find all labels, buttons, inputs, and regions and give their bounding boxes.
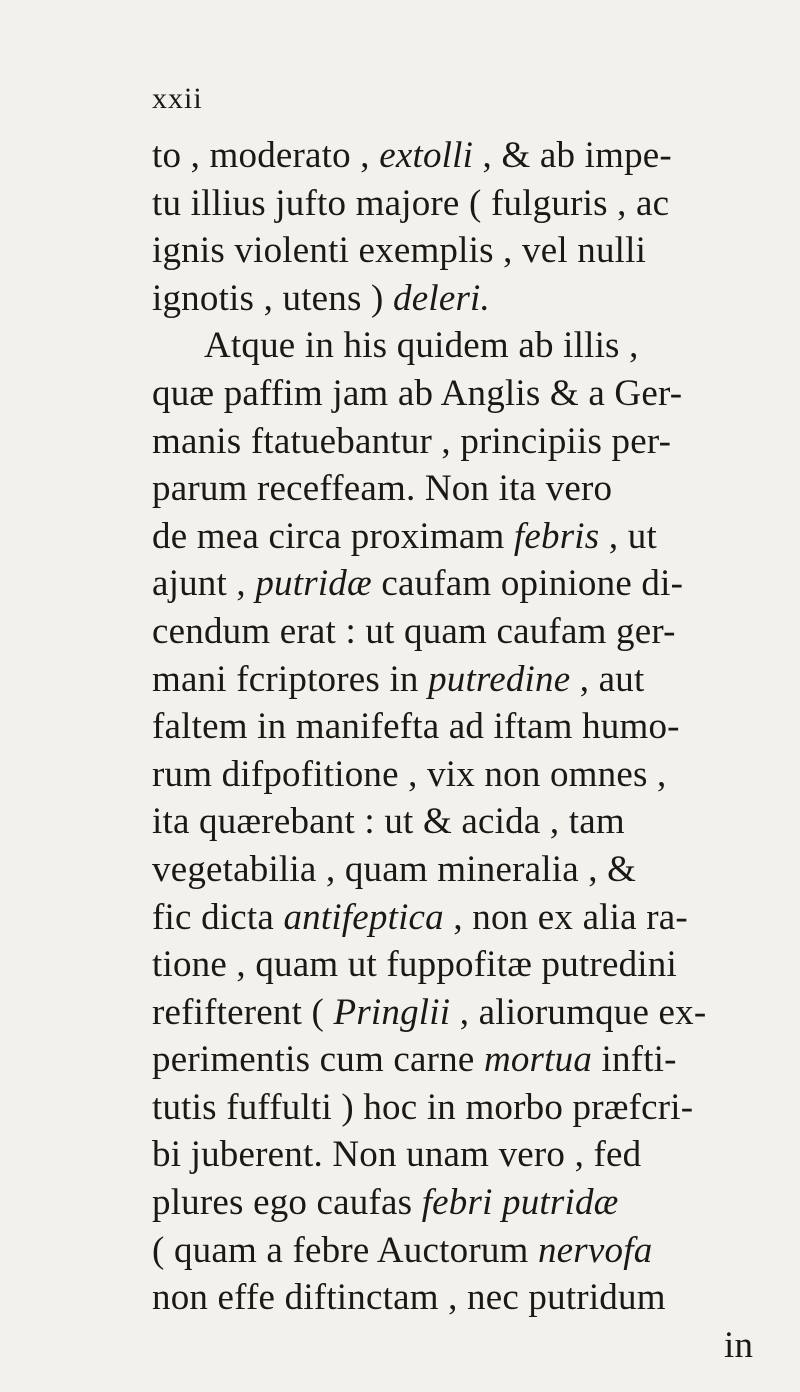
text-line: plures ego caufas febri putridæ (152, 1182, 619, 1224)
text-line: ajunt , putridæ caufam opinione di- (152, 563, 684, 605)
text-line: cendum erat : ut quam caufam ger- (152, 610, 676, 652)
text-line: ignis violenti exemplis , vel nulli (152, 230, 647, 272)
text-line: de mea circa proximam febris , ut (152, 515, 657, 557)
text-line: tutis fuffulti ) hoc in morbo præfcri- (152, 1086, 694, 1128)
text-line: bi juberent. Non unam vero , fed (152, 1134, 642, 1176)
text-line: to , moderato , extolli , & ab impe- (152, 135, 672, 176)
text-line: non effe diftinctam , nec putridum (152, 1277, 666, 1319)
text-line: ignotis , utens ) deleri. (152, 277, 490, 319)
text-line: ( quam a febre Auctorum nervofa (152, 1229, 653, 1271)
text-line: perimentis cum carne mortua infti- (152, 1039, 677, 1081)
text-line: vegetabilia , quam mineralia , & (152, 848, 637, 890)
text-line: quæ paffim jam ab Anglis & a Ger- (152, 372, 683, 414)
text-line: faltem in manifefta ad iftam humo- (152, 706, 680, 748)
body-text (152, 132, 792, 1369)
page-number: xxii (152, 82, 203, 115)
text-line: tu illius jufto majore ( fulguris , ac (152, 182, 670, 224)
text-line: mani fcriptores in putredine , aut (152, 658, 645, 700)
text-line: rum difpofitione , vix non omnes , (152, 753, 667, 795)
text-line: refifterent ( Pringlii , aliorumque ex- (152, 991, 707, 1033)
text-line: manis ftatuebantur , principiis per- (152, 420, 672, 462)
text-line: parum receffeam. Non ita vero (152, 468, 613, 510)
text-line: tione , quam ut fuppofitæ putredini (152, 944, 677, 986)
paragraph-start-line: Atque in his quidem ab illis , (204, 325, 639, 367)
text-line: ita quærebant : ut & acida , tam (152, 801, 625, 843)
catchword: in (724, 1324, 754, 1366)
text-line: fic dicta antifeptica , non ex alia ra- (152, 896, 688, 938)
